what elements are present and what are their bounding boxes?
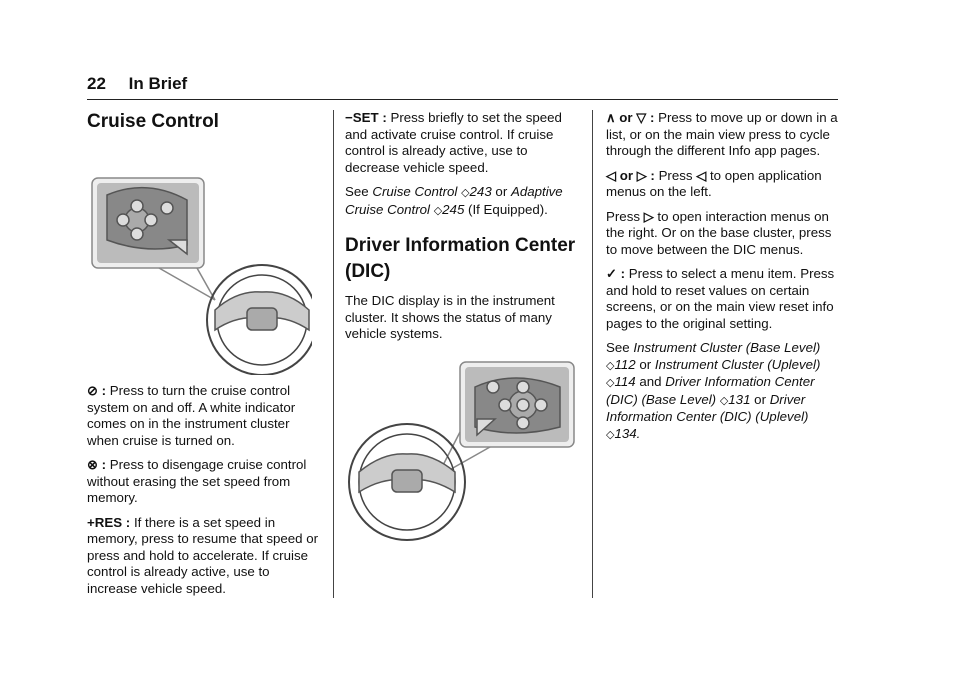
cross-reference[interactable]: Instrument Cluster (Base Level) [633,340,821,355]
section-heading: Driver Information Center (DIC) [345,235,576,282]
steering-wheel-cruise-figure [87,150,312,375]
page-ref-icon: ◇ [461,187,470,199]
column-divider [592,110,593,598]
left-arrow-icon: ◁ [606,167,616,183]
right-arrow-icon: ▷ [636,167,647,183]
column-divider [333,110,334,598]
column-2: −SET : Press briefly to set the speed and activate cruise control. If cruise control is already active, use to decrease vehicle speed. See Cruise Control ◇243 or Adaptive Cruise Control ◇245 (If Equipped). Driver Information Center (DIC) The DIC display is in the instrument cluster. It shows the status of many vehicle systems. [345,110,577,557]
steering-wheel-dic-figure [345,357,577,557]
check-icon: ✓ [606,266,617,281]
page-header [87,74,187,94]
page-ref-icon: ◇ [606,359,615,372]
cross-reference[interactable]: Driver Information Center (DIC) (Uplevel) [606,391,809,424]
page-number: 22 [87,74,106,93]
cross-reference[interactable]: Driver Information Center (DIC) (Base Level) [606,374,815,407]
section-title: In Brief [128,74,188,93]
down-arrow-icon: ▽ [636,110,647,125]
column-3: ∧ or ▽ : Press to move up or down in a list, or on the main view press to cycle through the different Info app pages. ◁ or ▷ : Press ◁ to open application menus on the left. Press ▷ to open interaction menus on the right. Or on the base cluster, press to move between the DIC menus. ✓ : Press to select a menu item. Press and hold to reset values on certain screens, or on the main view reset info pages to the original setting. See Instrument Cluster (Base Level) ◇112 or Instrument Cluster (Uplevel) ◇114 and Driver Information Center (DIC) (Base Level) ◇131 or Driver Information Center (DIC) (Uplevel) ◇134. [606,110,838,441]
cross-reference[interactable]: Adaptive Cruise Control [345,184,563,217]
cross-reference[interactable]: Cruise Control [372,184,458,199]
section-heading: Cruise Control [87,111,219,132]
column-1: Cruise Control ⊘ : Press to turn the cruise control system on and off. A white indicator comes on in the instrument cluster when cruise is turned on. ⊗ : Press to disengage cruise control without erasing the set speed from memory. +RES : If there is a set speed in memory, press to resume that speed or press and hold to accelerate. If cruise control is already active, use to increase vehicle speed. [87,111,319,596]
cross-reference[interactable]: Instrument Cluster (Uplevel) [654,356,821,372]
page-ref-icon: ◇ [719,394,729,407]
left-arrow-icon: ◁ [696,167,707,183]
page-ref-icon: ◇ [606,377,615,389]
page-ref-icon: ◇ [433,204,443,217]
header-rule [87,99,838,100]
cruise-cancel-icon: ⊗ [87,457,98,472]
cruise-on-off-icon: ⊘ [87,383,98,398]
right-arrow-icon: ▷ [643,208,654,224]
up-arrow-icon: ∧ [606,110,616,125]
page-ref-icon: ◇ [606,428,615,441]
